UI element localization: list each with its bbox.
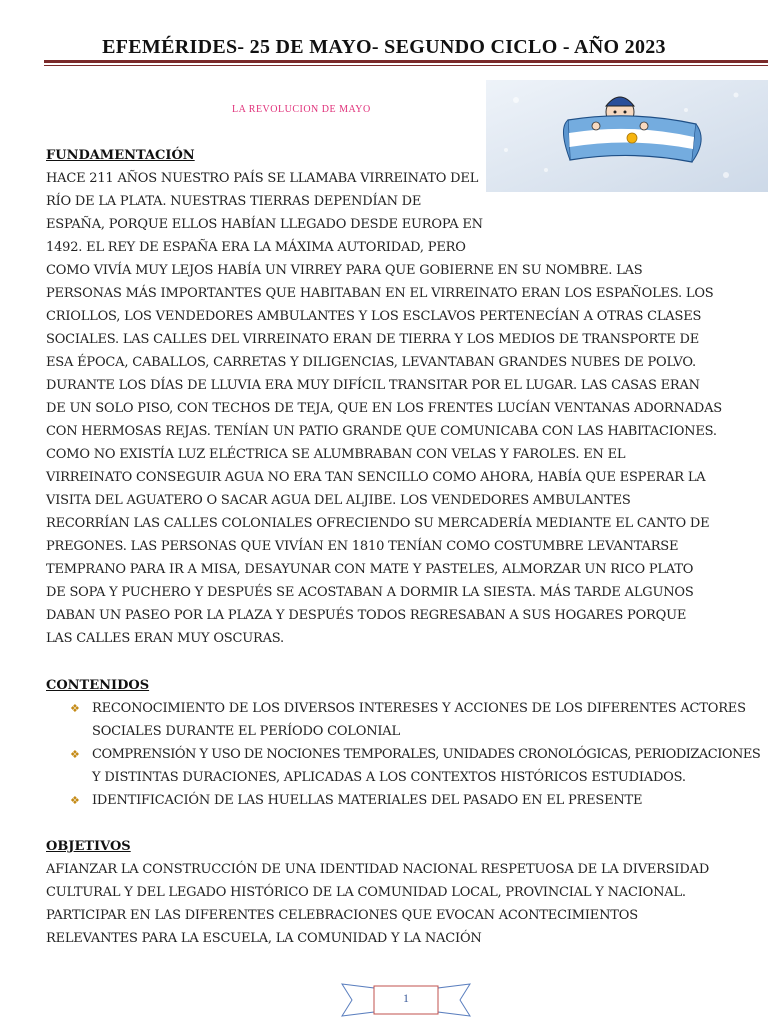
fundamentacion-line: COMO NO EXISTÍA LUZ ELÉCTRICA SE ALUMBRABAN CON VELAS Y FAROLES. EN EL bbox=[46, 447, 626, 462]
fundamentacion-line: PREGONES. LAS PERSONAS QUE VIVÍAN EN 1810 TENÍAN COMO COSTUMBRE LEVANTARSE bbox=[46, 539, 679, 554]
diamond-bullet-icon: ❖ bbox=[70, 794, 80, 807]
contenidos-item: RECONOCIMIENTO DE LOS DIVERSOS INTERESES Y ACCIONES DE LOS DIFERENTES ACTORES bbox=[92, 701, 746, 716]
fundamentacion-line: ESA ÉPOCA, CABALLOS, CARRETAS Y DILIGENCIAS, LEVANTABAN GRANDES NUBES DE POLVO. bbox=[46, 355, 696, 370]
fundamentacion-line: CON HERMOSAS REJAS. TENÍAN UN PATIO GRANDE QUE COMUNICABA CON LAS HABITACIONES. bbox=[46, 424, 717, 439]
diamond-bullet-icon: ❖ bbox=[70, 748, 80, 761]
fundamentacion-line: TEMPRANO PARA IR A MISA, DESAYUNAR CON MATE Y PASTELES, ALMORZAR UN RICO PLATO bbox=[46, 562, 694, 577]
fundamentacion-line: VISITA DEL AGUATERO O SACAR AGUA DEL ALJIBE. LOS VENDEDORES AMBULANTES bbox=[46, 493, 631, 508]
title-rule-thin bbox=[44, 65, 768, 66]
fundamentacion-line: DE SOPA Y PUCHERO Y DESPUÉS SE ACOSTABAN A DORMIR LA SIESTA. MÁS TARDE ALGUNOS bbox=[46, 585, 694, 600]
diamond-bullet-icon: ❖ bbox=[70, 702, 80, 715]
objetivos-line: PARTICIPAR EN LAS DIFERENTES CELEBRACIONES QUE EVOCAN ACONTECIMIENTOS bbox=[46, 908, 638, 923]
fundamentacion-line: DURANTE LOS DÍAS DE LLUVIA ERA MUY DIFÍCIL TRANSITAR POR EL LUGAR. LAS CASAS ERAN bbox=[46, 378, 700, 393]
fundamentacion-line: RECORRÍAN LAS CALLES COLONIALES OFRECIENDO SU MERCADERÍA MEDIANTE EL CANTO DE bbox=[46, 516, 710, 531]
fundamentacion-line: LAS CALLES ERAN MUY OSCURAS. bbox=[46, 631, 284, 646]
fundamentacion-line: DE UN SOLO PISO, CON TECHOS DE TEJA, QUE EN LOS FRENTES LUCÍAN VENTANAS ADORNADAS bbox=[46, 401, 722, 416]
contenidos-item-continuation: SOCIALES DURANTE EL PERÍODO COLONIAL bbox=[92, 724, 400, 739]
fundamentacion-line: VIRREINATO CONSEGUIR AGUA NO ERA TAN SENCILLO COMO AHORA, HABÍA QUE ESPERAR LA bbox=[46, 470, 706, 485]
title-rule bbox=[44, 60, 768, 63]
fundamentacion-line: PERSONAS MÁS IMPORTANTES QUE HABITABAN EN EL VIRREINATO ERAN LOS ESPAÑOLES. LOS bbox=[46, 286, 714, 301]
fundamentacion-line: 1492. EL REY DE ESPAÑA ERA LA MÁXIMA AUTORIDAD, PERO bbox=[46, 240, 466, 255]
objetivos-heading: OBJETIVOS bbox=[46, 839, 131, 854]
fundamentacion-heading: FUNDAMENTACIÓN bbox=[46, 148, 195, 163]
fundamentacion-line: SOCIALES. LAS CALLES DEL VIRREINATO ERAN DE TIERRA Y LOS MEDIOS DE TRANSPORTE DE bbox=[46, 332, 700, 347]
fundamentacion-line: HACE 211 AÑOS NUESTRO PAÍS SE LLAMABA VIRREINATO DEL bbox=[46, 171, 479, 186]
fundamentacion-line: COMO VIVÍA MUY LEJOS HABÍA UN VIRREY PARA QUE GOBIERNE EN SU NOMBRE. LAS bbox=[46, 263, 643, 278]
objetivos-line: AFIANZAR LA CONSTRUCCIÓN DE UNA IDENTIDAD NACIONAL RESPETUOSA DE LA DIVERSIDAD bbox=[46, 862, 710, 877]
objetivos-line: RELEVANTES PARA LA ESCUELA, LA COMUNIDAD Y LA NACIÓN bbox=[46, 931, 482, 946]
subtitle: LA REVOLUCION DE MAYO bbox=[232, 104, 371, 115]
page-number: 1 bbox=[403, 991, 409, 1005]
fundamentacion-line: RÍO DE LA PLATA. NUESTRAS TIERRAS DEPENDÍAN DE bbox=[46, 194, 422, 209]
fundamentacion-line: DABAN UN PASEO POR LA PLAZA Y DESPUÉS TODOS REGRESABAN A SUS HOGARES PORQUE bbox=[46, 608, 687, 623]
fundamentacion-line: CRIOLLOS, LOS VENDEDORES AMBULANTES Y LOS ESCLAVOS PERTENECÍAN A OTRAS CLASES bbox=[46, 309, 702, 324]
fundamentacion-line: ESPAÑA, PORQUE ELLOS HABÍAN LLEGADO DESDE EUROPA EN bbox=[46, 217, 483, 232]
contenidos-heading: CONTENIDOS bbox=[46, 678, 150, 693]
objetivos-line: CULTURAL Y DEL LEGADO HISTÓRICO DE LA COMUNIDAD LOCAL, PROVINCIAL Y NACIONAL. bbox=[46, 885, 686, 900]
contenidos-item-continuation: Y DISTINTAS DURACIONES, APLICADAS A LOS CONTEXTOS HISTÓRICOS ESTUDIADOS. bbox=[92, 770, 686, 785]
contenidos-item: COMPRENSIÓN Y USO DE NOCIONES TEMPORALES, UNIDADES CRONOLÓGICAS, PERIODIZACIONES bbox=[92, 747, 761, 762]
argentina-flag-illustration bbox=[486, 80, 768, 192]
contenidos-item: IDENTIFICACIÓN DE LAS HUELLAS MATERIALES DEL PASADO EN EL PRESENTE bbox=[92, 793, 643, 808]
page-title: EFEMÉRIDES- 25 DE MAYO- SEGUNDO CICLO - AÑO 2023 bbox=[102, 36, 666, 58]
